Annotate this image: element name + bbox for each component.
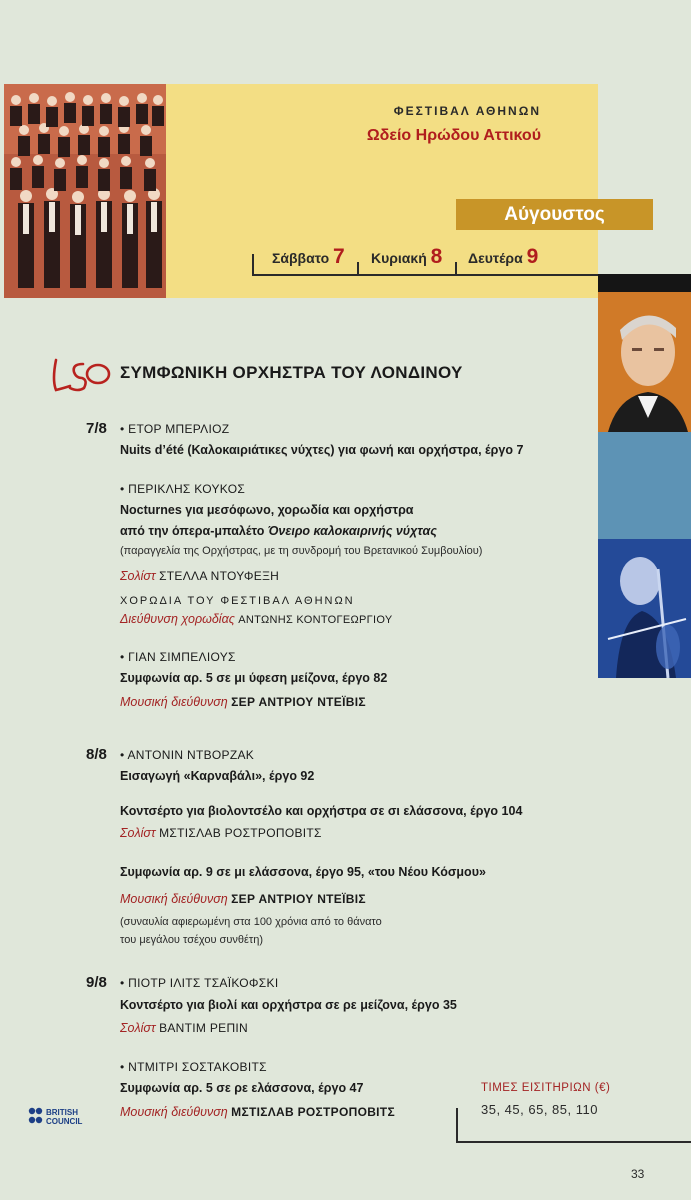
choir-name: ΧΟΡΩΔΙΑ ΤΟΥ ΦΕΣΤΙΒΑΛ ΑΘΗΝΩΝ [120, 595, 355, 607]
soloist-label: Σολίστ [120, 1021, 156, 1035]
conductor-name: ΣΕΡ ΑΝΤΡΙΟΥ ΝΤΕΪΒΙΣ [231, 892, 366, 906]
conductor-label: Μουσική διεύθυνση [120, 1105, 228, 1119]
date-divider [455, 262, 457, 276]
choir-director-name: ΑΝΤΩΝΗΣ ΚΟΝΤΟΓΕΩΡΓΙΟΥ [238, 614, 393, 626]
work-title: Συμφωνία αρ. 5 σε μι ύφεση μείζονα, έργο 82 [120, 671, 388, 685]
choir-director-line [120, 612, 393, 626]
opera-title: Όνειρο καλοκαιρινής νύχτας [267, 524, 437, 538]
date-saturday [272, 245, 345, 269]
soloist-name: ΜΣΤΙΣΛΑΒ ΡΟΣΤΡΟΠΟΒΙΤΣ [159, 826, 322, 840]
date-day: Δευτέρα [468, 250, 523, 266]
strip-black-block [598, 274, 691, 292]
cellist-portrait [598, 539, 691, 678]
choir-director-label: Διεύθυνση χορωδίας [120, 612, 235, 626]
work-title: Nuits d’été (Καλοκαιριάτικες νύχτες) για φωνή και ορχήστρα, έργο 7 [120, 443, 524, 457]
conductor-label: Μουσική διεύθυνση [120, 695, 228, 709]
british-council-logo [28, 1106, 92, 1128]
conductor-line [120, 892, 366, 906]
month-label: Αύγουστος [456, 199, 653, 230]
british-council-line2: COUNCIL [46, 1117, 83, 1126]
venue-name: Ωδείο Ηρώδου Αττικού [366, 127, 541, 144]
composer-name: • ΑΝΤΟΝΙΝ ΝΤΒΟΡΖΑΚ [120, 748, 255, 762]
conductor-label: Μουσική διεύθυνση [120, 892, 228, 906]
date-day: Κυριακή [371, 250, 427, 266]
date-day: Σάββατο [272, 250, 330, 266]
soloist-label: Σολίστ [120, 826, 156, 840]
ticket-prices: 35, 45, 65, 85, 110 [481, 1102, 598, 1117]
soloist-line [120, 1021, 248, 1035]
orchestra-title: ΣΥΜΦΩΝΙΚΗ ΟΡΧΗΣΤΡΑ ΤΟΥ ΛΟΝΔΙΝΟΥ [120, 363, 463, 382]
work-title: Συμφωνία αρ. 9 σε μι ελάσσονα, έργο 95, «του Νέου Κόσμου» [120, 865, 486, 879]
conductor-portrait [598, 292, 691, 432]
date-number: 9 [526, 245, 539, 268]
orchestra-photo [4, 84, 166, 298]
dedication-note: του μεγάλου τσέχου συνθέτη) [120, 934, 264, 946]
ticket-prices-label: ΤΙΜΕΣ ΕΙΣΙΤΗΡΙΩΝ (€) [481, 1082, 611, 1094]
work-title: Συμφωνία αρ. 5 σε ρε ελάσσονα, έργο 47 [120, 1081, 364, 1095]
dedication-note: (συναυλία αφιερωμένη στα 100 χρόνια από το θάνατο [120, 916, 382, 928]
composer-name: • ΕΤΟΡ ΜΠΕΡΛΙΟΖ [120, 422, 230, 436]
date-number: 7 [333, 245, 345, 268]
composer-name: • ΝΤΜΙΤΡΙ ΣΟΣΤΑΚΟΒΙΤΣ [120, 1060, 267, 1074]
date-number: 8 [430, 245, 443, 268]
ticket-rule-horizontal [456, 1141, 691, 1143]
composer-name: • ΠΙΟΤΡ ΙΛΙΤΣ ΤΣΑΪΚΟΦΣΚΙ [120, 976, 279, 990]
page-number: 33 [631, 1167, 645, 1181]
date-divider [252, 254, 254, 276]
lso-logo [50, 352, 112, 396]
strip-teal-block [598, 432, 691, 539]
composer-name: • ΠΕΡΙΚΛΗΣ ΚΟΥΚΟΣ [120, 482, 246, 496]
date-monday [468, 245, 538, 269]
soloist-name: ΒΑΝΤΙΜ ΡΕΠΙΝ [159, 1021, 249, 1035]
date-divider [357, 262, 359, 276]
conductor-line [120, 695, 366, 709]
soloist-line [120, 569, 279, 583]
ticket-rule-vertical [456, 1108, 458, 1142]
conductor-line [120, 1105, 395, 1119]
commission-note: (παραγγελία της Ορχήστρας, με τη συνδρομή του Βρετανικού Συμβουλίου) [120, 545, 483, 557]
work-title: Nocturnes για μεσόφωνο, χορωδία και ορχήστρα [120, 503, 414, 517]
work-title: Κοντσέρτο για βιολοντσέλο και ορχήστρα σε σι ελάσσονα, έργο 104 [120, 804, 523, 818]
concert-date: 7/8 [86, 420, 107, 437]
conductor-name: ΣΕΡ ΑΝΤΡΙΟΥ ΝΤΕΪΒΙΣ [231, 695, 366, 709]
work-prefix: από την όπερα-μπαλέτο [120, 524, 268, 538]
concert-date: 8/8 [86, 746, 107, 763]
soloist-label: Σολίστ [120, 569, 156, 583]
date-sunday [371, 245, 442, 269]
concert-date: 9/8 [86, 974, 107, 991]
soloist-line [120, 826, 322, 840]
work-title-line2 [120, 524, 437, 538]
soloist-name: ΣΤΕΛΛΑ ΝΤΟΥΦΕΞΗ [159, 569, 280, 583]
festival-name: ΦΕΣΤΙΒΑΛ ΑΘΗΝΩΝ [393, 104, 541, 118]
work-title: Κοντσέρτο για βιολί και ορχήστρα σε ρε μείζονα, έργο 35 [120, 998, 457, 1012]
composer-name: • ΓΙΑΝ ΣΙΜΠΕΛΙΟΥΣ [120, 650, 236, 664]
work-title: Εισαγωγή «Καρναβάλι», έργο 92 [120, 769, 315, 783]
british-council-line1: BRITISH [46, 1108, 78, 1117]
conductor-name: ΜΣΤΙΣΛΑΒ ΡΟΣΤΡΟΠΟΒΙΤΣ [231, 1105, 395, 1119]
